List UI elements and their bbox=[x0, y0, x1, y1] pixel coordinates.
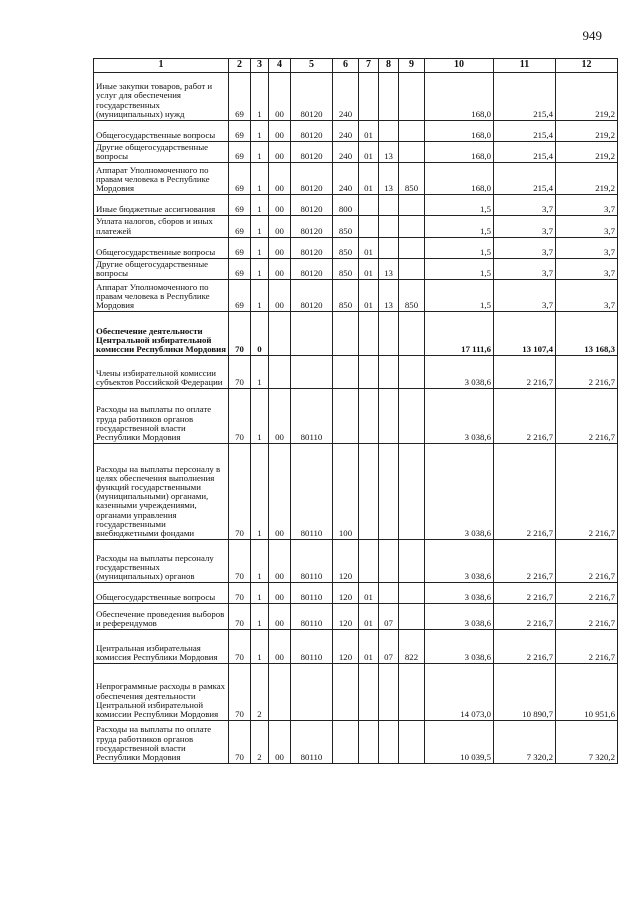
cell-col-12: 3,7 bbox=[556, 258, 618, 279]
cell-col-11: 2 216,7 bbox=[494, 583, 556, 604]
cell-col-8 bbox=[379, 583, 399, 604]
cell-col-11: 2 216,7 bbox=[494, 604, 556, 630]
cell-col-5: 80120 bbox=[291, 280, 333, 312]
cell-col-3: 1 bbox=[251, 195, 269, 216]
cell-col-12: 219,2 bbox=[556, 142, 618, 163]
cell-col-9 bbox=[399, 604, 425, 630]
cell-col-5: 80120 bbox=[291, 121, 333, 142]
cell-col-10: 1,5 bbox=[425, 258, 494, 279]
cell-col-4 bbox=[269, 356, 291, 389]
cell-col-7 bbox=[359, 444, 379, 540]
cell-col-12: 3,7 bbox=[556, 280, 618, 312]
cell-col-3: 1 bbox=[251, 356, 269, 389]
cell-col-2: 70 bbox=[229, 389, 251, 444]
cell-col-12: 3,7 bbox=[556, 216, 618, 237]
table-row bbox=[94, 142, 618, 163]
cell-col-6 bbox=[333, 312, 359, 356]
cell-col-2: 69 bbox=[229, 237, 251, 258]
row-name: Центральная избирательная комиссия Республики Мордовия bbox=[94, 630, 229, 664]
cell-col-6: 100 bbox=[333, 444, 359, 540]
cell-col-6: 120 bbox=[333, 630, 359, 664]
cell-col-4: 00 bbox=[269, 389, 291, 444]
row-name: Члены избирательной комиссии субъектов Российской Федерации bbox=[94, 356, 229, 389]
cell-col-11: 215,4 bbox=[494, 163, 556, 195]
cell-col-2: 69 bbox=[229, 280, 251, 312]
column-header-10: 10 bbox=[425, 59, 494, 73]
cell-col-12: 13 168,3 bbox=[556, 312, 618, 356]
cell-col-8: 13 bbox=[379, 280, 399, 312]
cell-col-9: 822 bbox=[399, 630, 425, 664]
cell-col-3: 1 bbox=[251, 237, 269, 258]
cell-col-9 bbox=[399, 216, 425, 237]
cell-col-9 bbox=[399, 444, 425, 540]
table-row bbox=[94, 389, 618, 444]
cell-col-7 bbox=[359, 540, 379, 583]
cell-col-8 bbox=[379, 540, 399, 583]
cell-col-11: 3,7 bbox=[494, 237, 556, 258]
cell-col-4: 00 bbox=[269, 237, 291, 258]
cell-col-5: 80120 bbox=[291, 142, 333, 163]
cell-col-7: 01 bbox=[359, 630, 379, 664]
cell-col-6 bbox=[333, 356, 359, 389]
column-header-11: 11 bbox=[494, 59, 556, 73]
cell-col-7: 01 bbox=[359, 258, 379, 279]
cell-col-8: 13 bbox=[379, 142, 399, 163]
cell-col-11: 2 216,7 bbox=[494, 389, 556, 444]
row-name: Другие общегосударственные вопросы bbox=[94, 142, 229, 163]
cell-col-4: 00 bbox=[269, 73, 291, 121]
cell-col-2: 70 bbox=[229, 630, 251, 664]
cell-col-6: 120 bbox=[333, 604, 359, 630]
table-row bbox=[94, 540, 618, 583]
cell-col-8 bbox=[379, 216, 399, 237]
cell-col-9 bbox=[399, 312, 425, 356]
cell-col-9 bbox=[399, 142, 425, 163]
cell-col-12: 2 216,7 bbox=[556, 389, 618, 444]
cell-col-7 bbox=[359, 312, 379, 356]
cell-col-2: 70 bbox=[229, 664, 251, 721]
cell-col-3: 1 bbox=[251, 73, 269, 121]
cell-col-11: 215,4 bbox=[494, 142, 556, 163]
cell-col-12: 219,2 bbox=[556, 121, 618, 142]
cell-col-7: 01 bbox=[359, 163, 379, 195]
cell-col-2: 69 bbox=[229, 163, 251, 195]
cell-col-5: 80120 bbox=[291, 73, 333, 121]
row-name: Обеспечение деятельности Центральной избирательной комиссии Республики Мордовия bbox=[94, 312, 229, 356]
cell-col-12: 219,2 bbox=[556, 163, 618, 195]
cell-col-6: 120 bbox=[333, 583, 359, 604]
cell-col-3: 1 bbox=[251, 540, 269, 583]
column-header-1: 1 bbox=[94, 59, 229, 73]
cell-col-7 bbox=[359, 664, 379, 721]
table-row bbox=[94, 73, 618, 121]
cell-col-7 bbox=[359, 216, 379, 237]
cell-col-4: 00 bbox=[269, 630, 291, 664]
row-name: Другие общегосударственные вопросы bbox=[94, 258, 229, 279]
cell-col-8 bbox=[379, 444, 399, 540]
cell-col-7 bbox=[359, 356, 379, 389]
cell-col-5: 80110 bbox=[291, 389, 333, 444]
column-header-9: 9 bbox=[399, 59, 425, 73]
page-number: 949 bbox=[582, 28, 602, 43]
cell-col-2: 69 bbox=[229, 216, 251, 237]
cell-col-2: 69 bbox=[229, 121, 251, 142]
cell-col-4 bbox=[269, 312, 291, 356]
table-row bbox=[94, 444, 618, 540]
cell-col-6: 120 bbox=[333, 540, 359, 583]
table-row bbox=[94, 163, 618, 195]
row-name: Непрограммные расходы в рамках обеспечения деятельности Центральной избирательной комиссии Республики Мордовия bbox=[94, 664, 229, 721]
cell-col-5: 80120 bbox=[291, 163, 333, 195]
cell-col-5: 80110 bbox=[291, 444, 333, 540]
cell-col-6: 240 bbox=[333, 163, 359, 195]
cell-col-10: 1,5 bbox=[425, 280, 494, 312]
cell-col-7: 01 bbox=[359, 280, 379, 312]
cell-col-5 bbox=[291, 664, 333, 721]
cell-col-8 bbox=[379, 721, 399, 764]
table-row bbox=[94, 312, 618, 356]
cell-col-11: 2 216,7 bbox=[494, 630, 556, 664]
row-name: Уплата налогов, сборов и иных платежей bbox=[94, 216, 229, 237]
header-row bbox=[94, 59, 618, 73]
cell-col-8 bbox=[379, 356, 399, 389]
column-header-12: 12 bbox=[556, 59, 618, 73]
cell-col-9 bbox=[399, 721, 425, 764]
cell-col-4: 00 bbox=[269, 540, 291, 583]
cell-col-12: 3,7 bbox=[556, 195, 618, 216]
cell-col-4 bbox=[269, 664, 291, 721]
cell-col-8 bbox=[379, 389, 399, 444]
cell-col-7: 01 bbox=[359, 583, 379, 604]
table-row bbox=[94, 583, 618, 604]
cell-col-11: 3,7 bbox=[494, 258, 556, 279]
cell-col-11: 3,7 bbox=[494, 216, 556, 237]
cell-col-8 bbox=[379, 312, 399, 356]
cell-col-6 bbox=[333, 664, 359, 721]
cell-col-3: 1 bbox=[251, 444, 269, 540]
cell-col-6: 850 bbox=[333, 258, 359, 279]
table-row bbox=[94, 356, 618, 389]
cell-col-5: 80120 bbox=[291, 195, 333, 216]
row-name: Расходы на выплаты по оплате труда работников органов государственной власти Республики Мордовия bbox=[94, 389, 229, 444]
cell-col-7: 01 bbox=[359, 121, 379, 142]
cell-col-5: 80110 bbox=[291, 604, 333, 630]
cell-col-3: 1 bbox=[251, 216, 269, 237]
cell-col-9 bbox=[399, 258, 425, 279]
cell-col-11: 10 890,7 bbox=[494, 664, 556, 721]
cell-col-8: 13 bbox=[379, 163, 399, 195]
table-row bbox=[94, 258, 618, 279]
cell-col-6 bbox=[333, 721, 359, 764]
cell-col-8: 07 bbox=[379, 604, 399, 630]
cell-col-10: 1,5 bbox=[425, 216, 494, 237]
column-header-2: 2 bbox=[229, 59, 251, 73]
row-name: Иные закупки товаров, работ и услуг для обеспечения государственных (муниципальных) нужд bbox=[94, 73, 229, 121]
table-row bbox=[94, 664, 618, 721]
column-header-3: 3 bbox=[251, 59, 269, 73]
cell-col-6: 850 bbox=[333, 216, 359, 237]
cell-col-10: 3 038,6 bbox=[425, 540, 494, 583]
cell-col-9 bbox=[399, 389, 425, 444]
cell-col-4: 00 bbox=[269, 142, 291, 163]
cell-col-4: 00 bbox=[269, 721, 291, 764]
cell-col-9 bbox=[399, 195, 425, 216]
cell-col-6: 240 bbox=[333, 121, 359, 142]
cell-col-11: 2 216,7 bbox=[494, 444, 556, 540]
table-row bbox=[94, 216, 618, 237]
cell-col-12: 2 216,7 bbox=[556, 540, 618, 583]
cell-col-9 bbox=[399, 73, 425, 121]
table-row bbox=[94, 721, 618, 764]
cell-col-4: 00 bbox=[269, 195, 291, 216]
cell-col-7: 01 bbox=[359, 142, 379, 163]
cell-col-12: 2 216,7 bbox=[556, 630, 618, 664]
cell-col-4: 00 bbox=[269, 604, 291, 630]
cell-col-12: 7 320,2 bbox=[556, 721, 618, 764]
cell-col-9 bbox=[399, 121, 425, 142]
row-name: Расходы на выплаты персоналу в целях обеспечения выполнения функций государственными (муниципальными) органами, казенными учреждениями, органами управления государственными внебюджетными фондами bbox=[94, 444, 229, 540]
cell-col-10: 3 038,6 bbox=[425, 583, 494, 604]
row-name: Расходы на выплаты персоналу государственных (муниципальных) органов bbox=[94, 540, 229, 583]
cell-col-11: 3,7 bbox=[494, 280, 556, 312]
cell-col-8 bbox=[379, 237, 399, 258]
cell-col-10: 1,5 bbox=[425, 237, 494, 258]
cell-col-3: 2 bbox=[251, 664, 269, 721]
cell-col-6: 850 bbox=[333, 237, 359, 258]
cell-col-2: 70 bbox=[229, 583, 251, 604]
cell-col-12: 2 216,7 bbox=[556, 444, 618, 540]
cell-col-3: 1 bbox=[251, 258, 269, 279]
cell-col-8: 07 bbox=[379, 630, 399, 664]
table-row bbox=[94, 121, 618, 142]
cell-col-7 bbox=[359, 389, 379, 444]
cell-col-10: 3 038,6 bbox=[425, 444, 494, 540]
cell-col-3: 1 bbox=[251, 389, 269, 444]
cell-col-12: 10 951,6 bbox=[556, 664, 618, 721]
cell-col-10: 10 039,5 bbox=[425, 721, 494, 764]
cell-col-5: 80120 bbox=[291, 237, 333, 258]
table-row bbox=[94, 280, 618, 312]
cell-col-4: 00 bbox=[269, 216, 291, 237]
cell-col-5: 80120 bbox=[291, 258, 333, 279]
cell-col-5: 80110 bbox=[291, 721, 333, 764]
cell-col-3: 1 bbox=[251, 604, 269, 630]
cell-col-5: 80110 bbox=[291, 583, 333, 604]
cell-col-10: 3 038,6 bbox=[425, 389, 494, 444]
cell-col-7 bbox=[359, 73, 379, 121]
cell-col-8 bbox=[379, 73, 399, 121]
cell-col-7: 01 bbox=[359, 604, 379, 630]
cell-col-8 bbox=[379, 664, 399, 721]
table-row bbox=[94, 630, 618, 664]
column-header-4: 4 bbox=[269, 59, 291, 73]
table-row bbox=[94, 237, 618, 258]
cell-col-9 bbox=[399, 237, 425, 258]
cell-col-11: 13 107,4 bbox=[494, 312, 556, 356]
cell-col-3: 1 bbox=[251, 121, 269, 142]
table-body bbox=[94, 73, 618, 764]
cell-col-7 bbox=[359, 195, 379, 216]
cell-col-4: 00 bbox=[269, 121, 291, 142]
cell-col-6 bbox=[333, 389, 359, 444]
row-name: Расходы на выплаты по оплате труда работников органов государственной власти Республики Мордовия bbox=[94, 721, 229, 764]
cell-col-9 bbox=[399, 664, 425, 721]
budget-table bbox=[93, 58, 618, 764]
cell-col-5: 80110 bbox=[291, 630, 333, 664]
cell-col-8 bbox=[379, 195, 399, 216]
cell-col-11: 3,7 bbox=[494, 195, 556, 216]
cell-col-3: 1 bbox=[251, 630, 269, 664]
cell-col-12: 2 216,7 bbox=[556, 604, 618, 630]
cell-col-12: 3,7 bbox=[556, 237, 618, 258]
cell-col-6: 850 bbox=[333, 280, 359, 312]
cell-col-12: 2 216,7 bbox=[556, 356, 618, 389]
row-name: Аппарат Уполномоченного по правам человека в Республике Мордовия bbox=[94, 163, 229, 195]
column-header-7: 7 bbox=[359, 59, 379, 73]
cell-col-2: 70 bbox=[229, 721, 251, 764]
cell-col-8 bbox=[379, 121, 399, 142]
cell-col-11: 215,4 bbox=[494, 73, 556, 121]
cell-col-6: 240 bbox=[333, 73, 359, 121]
cell-col-9 bbox=[399, 540, 425, 583]
cell-col-11: 2 216,7 bbox=[494, 356, 556, 389]
cell-col-11: 2 216,7 bbox=[494, 540, 556, 583]
cell-col-4: 00 bbox=[269, 280, 291, 312]
cell-col-10: 1,5 bbox=[425, 195, 494, 216]
column-header-5: 5 bbox=[291, 59, 333, 73]
cell-col-3: 1 bbox=[251, 280, 269, 312]
cell-col-6: 800 bbox=[333, 195, 359, 216]
cell-col-2: 70 bbox=[229, 540, 251, 583]
cell-col-10: 3 038,6 bbox=[425, 356, 494, 389]
cell-col-2: 69 bbox=[229, 195, 251, 216]
column-header-6: 6 bbox=[333, 59, 359, 73]
cell-col-9: 850 bbox=[399, 163, 425, 195]
cell-col-3: 2 bbox=[251, 721, 269, 764]
cell-col-8: 13 bbox=[379, 258, 399, 279]
cell-col-12: 2 216,7 bbox=[556, 583, 618, 604]
cell-col-5: 80120 bbox=[291, 216, 333, 237]
row-name: Аппарат Уполномоченного по правам человека в Республике Мордовия bbox=[94, 280, 229, 312]
cell-col-5: 80110 bbox=[291, 540, 333, 583]
cell-col-10: 168,0 bbox=[425, 163, 494, 195]
cell-col-2: 70 bbox=[229, 444, 251, 540]
cell-col-4: 00 bbox=[269, 444, 291, 540]
row-name: Общегосударственные вопросы bbox=[94, 237, 229, 258]
cell-col-5 bbox=[291, 356, 333, 389]
cell-col-2: 70 bbox=[229, 312, 251, 356]
cell-col-6: 240 bbox=[333, 142, 359, 163]
cell-col-5 bbox=[291, 312, 333, 356]
row-name: Обеспечение проведения выборов и референдумов bbox=[94, 604, 229, 630]
cell-col-10: 14 073,0 bbox=[425, 664, 494, 721]
cell-col-11: 7 320,2 bbox=[494, 721, 556, 764]
cell-col-7: 01 bbox=[359, 237, 379, 258]
cell-col-3: 1 bbox=[251, 142, 269, 163]
cell-col-4: 00 bbox=[269, 258, 291, 279]
cell-col-4: 00 bbox=[269, 583, 291, 604]
cell-col-10: 168,0 bbox=[425, 73, 494, 121]
row-name: Общегосударственные вопросы bbox=[94, 121, 229, 142]
cell-col-11: 215,4 bbox=[494, 121, 556, 142]
cell-col-10: 168,0 bbox=[425, 142, 494, 163]
cell-col-10: 3 038,6 bbox=[425, 604, 494, 630]
column-header-8: 8 bbox=[379, 59, 399, 73]
cell-col-4: 00 bbox=[269, 163, 291, 195]
row-name: Общегосударственные вопросы bbox=[94, 583, 229, 604]
cell-col-2: 69 bbox=[229, 73, 251, 121]
cell-col-9 bbox=[399, 356, 425, 389]
cell-col-9: 850 bbox=[399, 280, 425, 312]
table-row bbox=[94, 604, 618, 630]
row-name: Иные бюджетные ассигнования bbox=[94, 195, 229, 216]
cell-col-12: 219,2 bbox=[556, 73, 618, 121]
cell-col-10: 3 038,6 bbox=[425, 630, 494, 664]
cell-col-9 bbox=[399, 583, 425, 604]
cell-col-3: 1 bbox=[251, 163, 269, 195]
cell-col-3: 1 bbox=[251, 583, 269, 604]
cell-col-2: 70 bbox=[229, 356, 251, 389]
table-row bbox=[94, 195, 618, 216]
cell-col-2: 69 bbox=[229, 258, 251, 279]
cell-col-3: 0 bbox=[251, 312, 269, 356]
cell-col-10: 168,0 bbox=[425, 121, 494, 142]
cell-col-7 bbox=[359, 721, 379, 764]
cell-col-2: 70 bbox=[229, 604, 251, 630]
cell-col-10: 17 111,6 bbox=[425, 312, 494, 356]
cell-col-2: 69 bbox=[229, 142, 251, 163]
